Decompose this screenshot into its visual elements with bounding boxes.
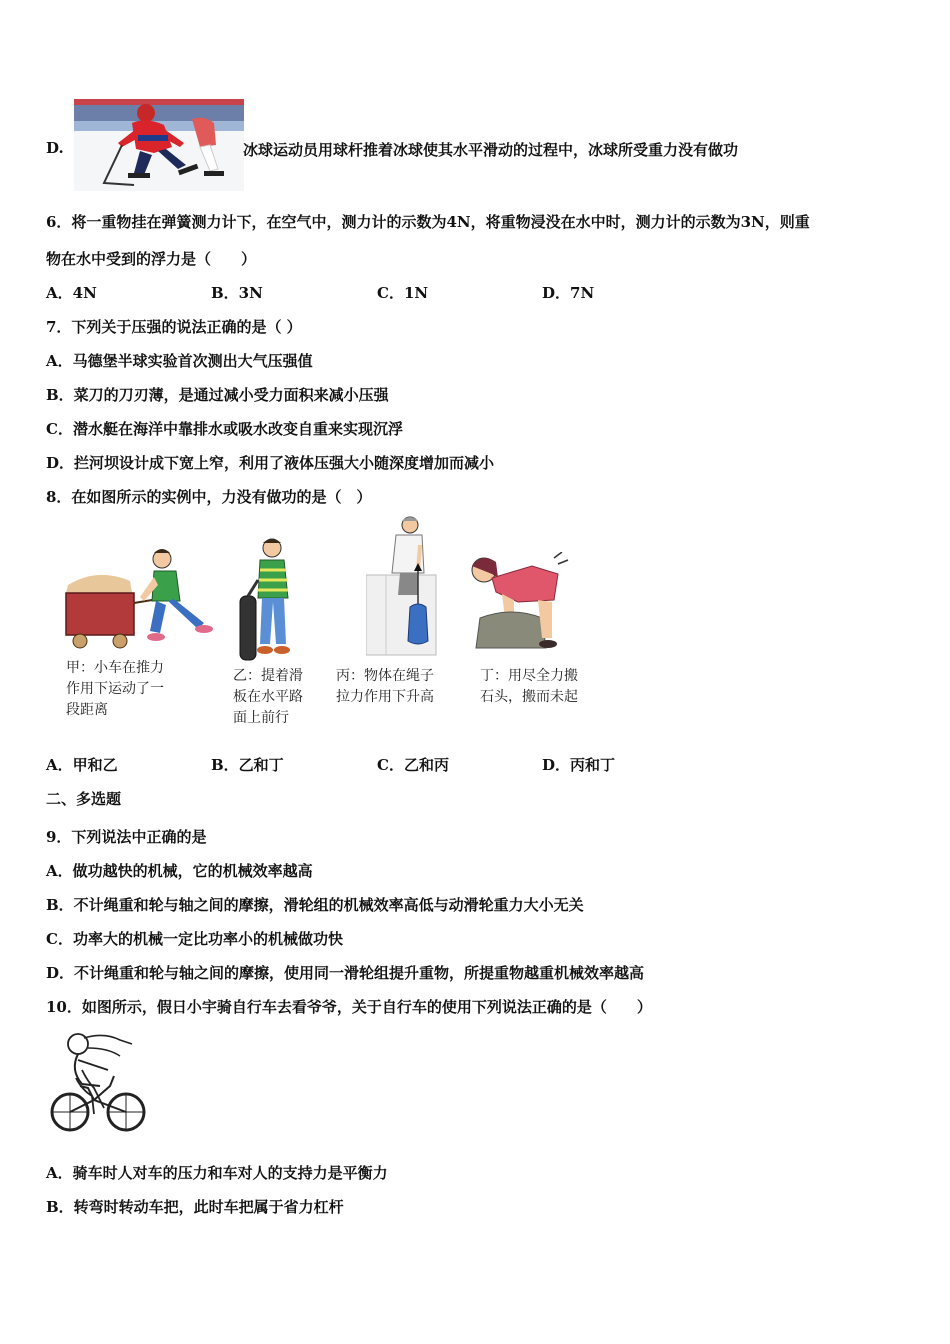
q7-option-b: B．菜刀的刀刃薄，是通过减小受力面积来减小压强 bbox=[46, 386, 389, 404]
caption-jia-line: 甲：小车在推力 bbox=[66, 660, 164, 676]
q10-option-a: A．骑车时人对车的压力和车对人的支持力是平衡力 bbox=[46, 1164, 388, 1182]
q6-stem-line1: 6．将一重物挂在弹簧测力计下，在空气中，测力计的示数为4N，将重物浸没在水中时，测力计的示数为3N，则重 bbox=[46, 213, 810, 231]
q8-option-a: A．甲和乙 bbox=[46, 756, 118, 774]
figure-bing-rope-lift bbox=[366, 515, 446, 660]
q8-stem: 8．在如图所示的实例中，力没有做功的是（ ） bbox=[46, 488, 372, 506]
figure-yi-carry-board bbox=[236, 536, 300, 666]
caption-yi bbox=[233, 666, 303, 729]
q10-option-b: B．转弯时转动车把，此时车把属于省力杠杆 bbox=[46, 1198, 344, 1216]
q9-stem: 9．下列说法中正确的是 bbox=[46, 828, 207, 846]
q7-option-d: D．拦河坝设计成下宽上窄，利用了液体压强大小随深度增加而减小 bbox=[46, 454, 495, 472]
q9-option-a: A．做功越快的机械，它的机械效率越高 bbox=[46, 862, 313, 880]
caption-yi-line: 面上前行 bbox=[233, 710, 289, 726]
hockey-player-photo bbox=[74, 99, 244, 191]
caption-bing-line: 拉力作用下升高 bbox=[336, 689, 434, 705]
caption-ding-line: 石头，搬而未起 bbox=[480, 689, 578, 705]
q9-option-b: B．不计绳重和轮与轴之间的摩擦，滑轮组的机械效率高低与动滑轮重力大小无关 bbox=[46, 896, 584, 914]
caption-ding-line: 丁：用尽全力搬 bbox=[480, 668, 578, 684]
caption-yi-line: 板在水平路 bbox=[233, 689, 303, 705]
q6-option-a: A．4N bbox=[46, 284, 97, 302]
q7-option-c: C．潜水艇在海洋中靠排水或吸水改变自重来实现沉浮 bbox=[46, 420, 403, 438]
figure-bicycle-rider bbox=[48, 1030, 148, 1134]
q9-option-d: D．不计绳重和轮与轴之间的摩擦，使用同一滑轮组提升重物，所提重物越重机械效率越高 bbox=[46, 964, 645, 982]
q7-option-a: A．马德堡半球实验首次测出大气压强值 bbox=[46, 352, 313, 370]
q6-option-d: D．7N bbox=[542, 284, 595, 302]
caption-jia-line: 作用下运动了一 bbox=[66, 681, 164, 697]
caption-jia bbox=[66, 658, 164, 721]
caption-yi-line: 乙：提着滑 bbox=[233, 668, 303, 684]
q5-option-d-text: 冰球运动员用球杆推着冰球使其水平滑动的过程中，冰球所受重力没有做功 bbox=[243, 141, 739, 159]
q7-stem: 7．下列关于压强的说法正确的是（ ） bbox=[46, 318, 302, 336]
q10-stem: 10．如图所示，假日小宇骑自行车去看爷爷，关于自行车的使用下列说法正确的是（ ） bbox=[46, 998, 652, 1016]
caption-bing-line: 丙：物体在绳子 bbox=[336, 668, 434, 684]
section-title-multiple-choice: 二、多选题 bbox=[46, 790, 122, 808]
q6-option-b: B．3N bbox=[211, 284, 263, 302]
q6-option-c: C．1N bbox=[377, 284, 429, 302]
caption-jia-line: 段距离 bbox=[66, 702, 108, 718]
q8-option-b: B．乙和丁 bbox=[211, 756, 284, 774]
caption-bing bbox=[336, 666, 434, 708]
q9-option-c: C．功率大的机械一定比功率小的机械做功快 bbox=[46, 930, 343, 948]
q5-option-d-letter: D. bbox=[46, 139, 64, 157]
caption-ding bbox=[480, 666, 578, 708]
figure-jia-cart-push bbox=[58, 545, 223, 655]
q8-option-d: D．丙和丁 bbox=[542, 756, 616, 774]
q8-option-c: C．乙和丙 bbox=[377, 756, 449, 774]
figure-ding-stone-lift bbox=[462, 552, 574, 656]
q6-stem-line2: 物在水中受到的浮力是（ ） bbox=[46, 250, 257, 268]
